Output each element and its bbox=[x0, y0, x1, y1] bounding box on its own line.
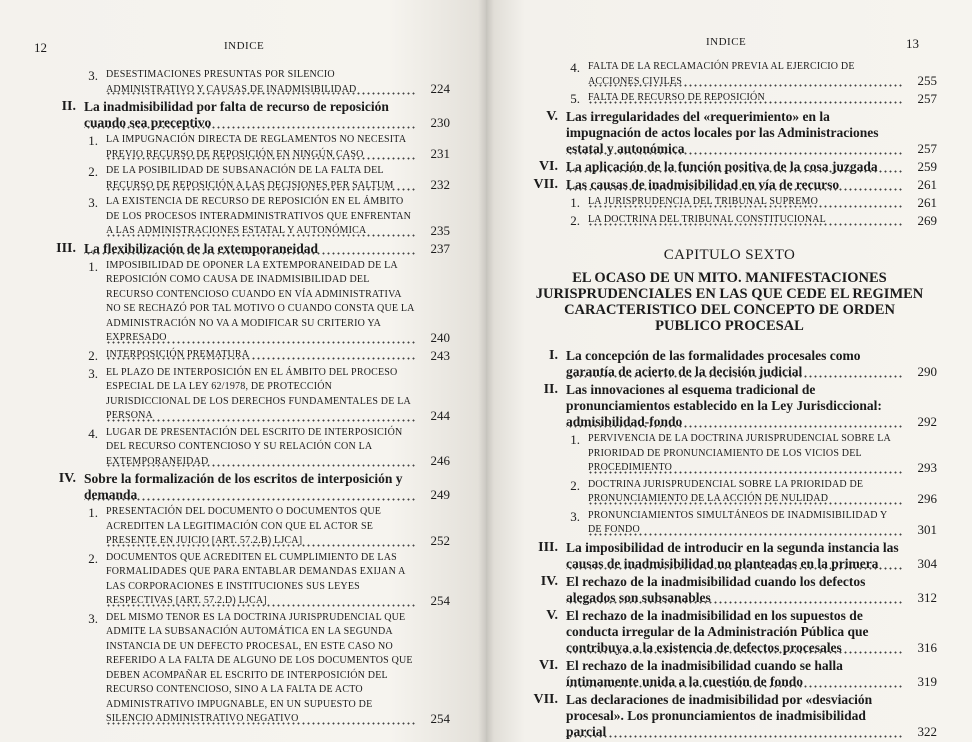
toc-entry bbox=[40, 133, 450, 162]
toc-entry-page: 232 bbox=[430, 177, 450, 192]
toc-entry bbox=[40, 99, 450, 131]
toc-entry bbox=[40, 68, 450, 97]
toc-entry-page: 257 bbox=[917, 141, 937, 156]
toc-list bbox=[40, 68, 450, 729]
toc-entry bbox=[522, 159, 937, 175]
toc-entry-title: Las causas de inadmisibilidad en vía de recurso bbox=[566, 177, 903, 193]
toc-entry-title: DOCTRINA JURISPRUDENCIAL SOBRE LA PRIORIDAD DE PRONUNCIAMIENTO DE LA ACCIÓN DE NULIDAD bbox=[588, 478, 903, 507]
toc-entry-number: 2. bbox=[570, 477, 580, 493]
toc-entry bbox=[40, 471, 450, 503]
toc-entry-page: 231 bbox=[430, 146, 450, 161]
toc-entry-title: DEL MISMO TENOR ES LA DOCTRINA JURISPRUDENCIAL QUE ADMITE LA SUBSANACIÓN AUTOMÁTICA EN LA SEGUNDA INSTANCIA DE UN DEFECTO PROCESAL, EN ESTE CASO NO REFERIDO A LA FALTA DE ALGUNO DE LOS DOCUMENTOS QUE DEBEN ACOMPAÑAR EL ESCRITO DE INTERPOSICIÓN DEL RECURSO CONTENCIOSO, SINO A LA FALTA DE ACTO ADMINISTRATIVO IMPUGNABLE, EN UN SUPUESTO DE SILENCIO ADMINISTRATIVO NEGATIVO bbox=[106, 611, 416, 727]
toc-entry-number: VII. bbox=[533, 691, 558, 707]
toc-entry-title: La inadmisibilidad por falta de recurso de reposición cuando sea preceptivo bbox=[84, 99, 416, 131]
toc-entry-page: 312 bbox=[917, 589, 937, 605]
toc-entry-title: Las innovaciones al esquema tradicional de pronunciamientos establecido en la Ley Jurisdiccional: admisibilidad-fondo bbox=[566, 382, 903, 430]
toc-entry-title: La flexibilización de la extemporaneidad bbox=[84, 241, 416, 257]
toc-entry-page: 296 bbox=[917, 490, 937, 506]
toc-entry-number: 2. bbox=[88, 164, 98, 179]
toc-entry-page: 319 bbox=[917, 673, 937, 689]
toc-entry-title: LA IMPUGNACIÓN DIRECTA DE REGLAMENTOS NO NECESITA PREVIO RECURSO DE REPOSICIÓN EN NINGÚN CASO bbox=[106, 133, 416, 162]
toc-entry-page: 261 bbox=[917, 195, 937, 210]
toc-entry-title: El rechazo de la inadmisibilidad en los supuestos de conducta irregular de la Administración Pública que contribuya a la existencia de defectos procesales bbox=[566, 608, 903, 656]
toc-entry-number: 3. bbox=[570, 508, 580, 524]
toc-entry-number: V. bbox=[546, 109, 558, 124]
toc-entry-title: DESESTIMACIONES PRESUNTAS POR SILENCIO ADMINISTRATIVO Y CAUSAS DE INADMISIBILIDAD bbox=[106, 68, 416, 97]
toc-entry bbox=[522, 60, 937, 89]
toc-entry-title: IMPOSIBILIDAD DE OPONER LA EXTEMPORANEIDAD DE LA REPOSICIÓN COMO CAUSA DE INADMISIBILIDAD DEL RECURSO CONTENCIOSO CUANDO EN VÍA ADMINISTRATIVA NO SE RECHAZÓ POR TAL MOTIVO O CUANDO CONSTA QUE LA ADMINISTRACIÓN NO VA A MODIFICAR SU CRITERIO YA EXPRESADO bbox=[106, 259, 416, 346]
toc-entry-number: 1. bbox=[570, 195, 580, 210]
toc-entry-page: 290 bbox=[917, 364, 937, 379]
page-number: 13 bbox=[906, 36, 919, 51]
toc-entry-number: 3. bbox=[88, 68, 98, 83]
toc-entry-title: LA DOCTRINA DEL TRIBUNAL CONSTITUCIONAL bbox=[588, 213, 903, 228]
toc-entry-title: EL PLAZO DE INTERPOSICIÓN EN EL ÁMBITO DEL PROCESO ESPECIAL DE LA LEY 62/1978, DE PROTECCIÓN JURISDICCIONAL DE LOS DERECHOS FUNDAMENTALES DE LA PERSONA bbox=[106, 366, 416, 424]
toc-entry-page: 259 bbox=[917, 159, 937, 174]
toc-entry-title: La concepción de las formalidades procesales como garantía de acierto de la decisión judicial bbox=[566, 348, 903, 380]
toc-entry-number: 3. bbox=[88, 195, 98, 210]
toc-entry bbox=[40, 426, 450, 470]
toc-entry bbox=[522, 109, 937, 157]
toc-entry-number: I. bbox=[549, 348, 558, 363]
toc-entry-page: 261 bbox=[917, 177, 937, 192]
toc-entry-page: 254 bbox=[430, 710, 450, 726]
toc-entry-number: III. bbox=[538, 539, 558, 555]
toc-entry-number: 5. bbox=[570, 91, 580, 106]
toc-entry-title: INTERPOSICIÓN PREMATURA bbox=[106, 348, 416, 363]
toc-entry-title: LUGAR DE PRESENTACIÓN DEL ESCRITO DE INTERPOSICIÓN DEL RECURSO CONTENCIOSO Y SU RELACIÓN CON LA EXTEMPORANEIDAD bbox=[106, 426, 416, 470]
toc-entry bbox=[522, 177, 937, 193]
toc-entry-title: Las irregularidades del «requerimiento» en la impugnación de actos locales por las Administraciones estatal y autonómica bbox=[566, 109, 903, 157]
toc-entry-number: 1. bbox=[570, 432, 580, 447]
toc-entry-page: 244 bbox=[430, 407, 450, 423]
toc-entry-number: 2. bbox=[570, 213, 580, 228]
toc-entry bbox=[40, 348, 450, 364]
toc-entry-number: V. bbox=[546, 607, 558, 623]
toc-entry bbox=[40, 241, 450, 257]
toc-list bbox=[522, 60, 937, 229]
toc-block bbox=[522, 60, 937, 742]
toc-entry bbox=[40, 551, 450, 609]
toc-entry bbox=[522, 608, 937, 656]
toc-entry bbox=[40, 505, 450, 549]
toc-entry-number: VII. bbox=[533, 177, 558, 192]
toc-entry-page: 243 bbox=[430, 347, 450, 363]
chapter-label: CAPITULO SEXTO bbox=[663, 247, 796, 263]
toc-entry-title: El rechazo de la inadmisibilidad cuando se halla íntimamente unida a la cuestión de fondo bbox=[566, 658, 903, 690]
toc-entry-page: 304 bbox=[917, 555, 937, 571]
right-page bbox=[486, 0, 972, 742]
toc-entry bbox=[522, 692, 937, 740]
toc-entry-page: 257 bbox=[917, 91, 937, 106]
toc-entry-page: 224 bbox=[430, 81, 450, 96]
toc-entry-page: 316 bbox=[917, 639, 937, 655]
toc-entry bbox=[522, 574, 937, 606]
toc-entry-page: 240 bbox=[430, 329, 450, 345]
toc-list bbox=[522, 348, 937, 740]
running-header: INDICE bbox=[706, 36, 747, 48]
toc-entry-title: LA JURISPRUDENCIA DEL TRIBUNAL SUPREMO bbox=[588, 195, 903, 210]
toc-entry bbox=[522, 213, 937, 229]
toc-entry-page: 292 bbox=[917, 414, 937, 429]
toc-entry bbox=[522, 540, 937, 572]
toc-entry-number: 1. bbox=[88, 258, 98, 274]
toc-entry-page: 230 bbox=[430, 115, 450, 130]
toc-entry bbox=[522, 382, 937, 430]
toc-entry-title: PRONUNCIAMIENTOS SIMULTÁNEOS DE INADMISIBILIDAD Y DE FONDO bbox=[588, 509, 903, 538]
toc-entry-page: 235 bbox=[430, 222, 450, 238]
toc-entry-title: DE LA POSIBILIDAD DE SUBSANACIÓN DE LA FALTA DEL RECURSO DE REPOSICIÓN A LAS DECISIONES PER SALTUM bbox=[106, 164, 416, 193]
toc-entry-page: 293 bbox=[917, 459, 937, 475]
toc-entry bbox=[40, 164, 450, 193]
toc-entry bbox=[522, 432, 937, 476]
toc-entry bbox=[40, 195, 450, 239]
toc-entry-number: IV. bbox=[58, 471, 76, 486]
toc-entry bbox=[522, 348, 937, 380]
toc-entry-number: 1. bbox=[88, 505, 98, 520]
toc-entry-page: 246 bbox=[430, 453, 450, 468]
toc-entry-title: La aplicación de la función positiva de la cosa juzgada bbox=[566, 159, 903, 175]
chapter-title: EL OCASO DE UN MITO. MANIFESTACIONES JURISPRUDENCIALES EN LAS QUE CEDE EL REGIMEN CARACTERISTICO DEL CONCEPTO DE ORDEN PUBLICO PROCESAL bbox=[535, 270, 924, 334]
toc-entry bbox=[522, 478, 937, 507]
toc-entry-page: 269 bbox=[917, 213, 937, 228]
toc-entry-number: III. bbox=[56, 240, 76, 256]
toc-entry bbox=[522, 658, 937, 690]
toc-entry-number: 3. bbox=[88, 365, 98, 381]
toc-entry-number: VI. bbox=[538, 159, 558, 174]
toc-entry-title: FALTA DE LA RECLAMACIÓN PREVIA AL EJERCICIO DE ACCIONES CIVILES bbox=[588, 60, 903, 89]
toc-entry-title: FALTA DE RECURSO DE REPOSICIÓN bbox=[588, 91, 903, 106]
toc-entry-number: 3. bbox=[88, 610, 98, 626]
toc-entry-title: Las declaraciones de inadmisibilidad por «desviación procesal». Los pronunciamientos de inadmisibilidad parcial bbox=[566, 692, 903, 740]
toc-entry-number: 4. bbox=[570, 60, 580, 75]
toc-entry-title: Sobre la formalización de los escritos de interposición y demanda bbox=[84, 471, 416, 503]
toc-entry-title: LA EXISTENCIA DE RECURSO DE REPOSICIÓN EN EL ÁMBITO DE LOS PROCESOS INTERADMINISTRATIVOS QUE ENFRENTAN A LAS ADMINISTRACIONES ESTATAL Y AUTONÓMICA bbox=[106, 195, 416, 239]
toc-entry-page: 254 bbox=[430, 592, 450, 608]
toc-entry bbox=[40, 366, 450, 424]
toc-entry-page: 322 bbox=[917, 723, 937, 739]
toc-entry-page: 237 bbox=[430, 240, 450, 256]
toc-entry-page: 249 bbox=[430, 487, 450, 502]
toc-entry bbox=[522, 509, 937, 538]
toc-entry-title: PRESENTACIÓN DEL DOCUMENTO O DOCUMENTOS QUE ACREDITEN LA LEGITIMACIÓN CON QUE EL ACTOR SE PRESENTE EN JUICIO [ART. 57.2.B) LJCA] bbox=[106, 505, 416, 549]
toc-entry-page: 255 bbox=[917, 73, 937, 88]
toc-entry-title: DOCUMENTOS QUE ACREDITEN EL CUMPLIMIENTO DE LAS FORMALIDADES QUE PARA ENTABLAR DEMANDAS EXIJAN A LAS CORPORACIONES E INSTITUCIONES SUS LEYES RESPECTIVAS [ART. 57.2.D) LJCA] bbox=[106, 551, 416, 609]
toc-entry-page: 301 bbox=[917, 521, 937, 537]
toc-entry-number: VI. bbox=[538, 657, 558, 673]
toc-entry bbox=[522, 91, 937, 107]
toc-entry-page: 252 bbox=[430, 532, 450, 548]
toc-entry-number: IV. bbox=[540, 573, 558, 589]
toc-entry-title: El rechazo de la inadmisibilidad cuando los defectos alegados son subsanables bbox=[566, 574, 903, 606]
toc-entry-number: 1. bbox=[88, 133, 98, 148]
toc-entry bbox=[40, 259, 450, 346]
toc-entry-title: La imposibilidad de introducir en la segunda instancia las causas de inadmisibilidad no planteadas en la primera bbox=[566, 540, 903, 572]
running-header: INDICE bbox=[224, 40, 265, 52]
toc-entry-title: PERVIVENCIA DE LA DOCTRINA JURISPRUDENCIAL SOBRE LA PRIORIDAD DE PRONUNCIAMIENTO DE LOS VICIOS DEL PROCEDIMIENTO bbox=[588, 432, 903, 476]
toc-entry-number: II. bbox=[543, 382, 558, 397]
toc-entry-number: 2. bbox=[88, 347, 98, 363]
toc-entry bbox=[40, 611, 450, 727]
toc-entry-number: II. bbox=[61, 99, 76, 114]
toc-entry-number: 2. bbox=[88, 550, 98, 566]
page-number: 12 bbox=[34, 40, 47, 55]
toc-entry-number: 4. bbox=[88, 425, 98, 441]
toc-entry bbox=[522, 195, 937, 211]
